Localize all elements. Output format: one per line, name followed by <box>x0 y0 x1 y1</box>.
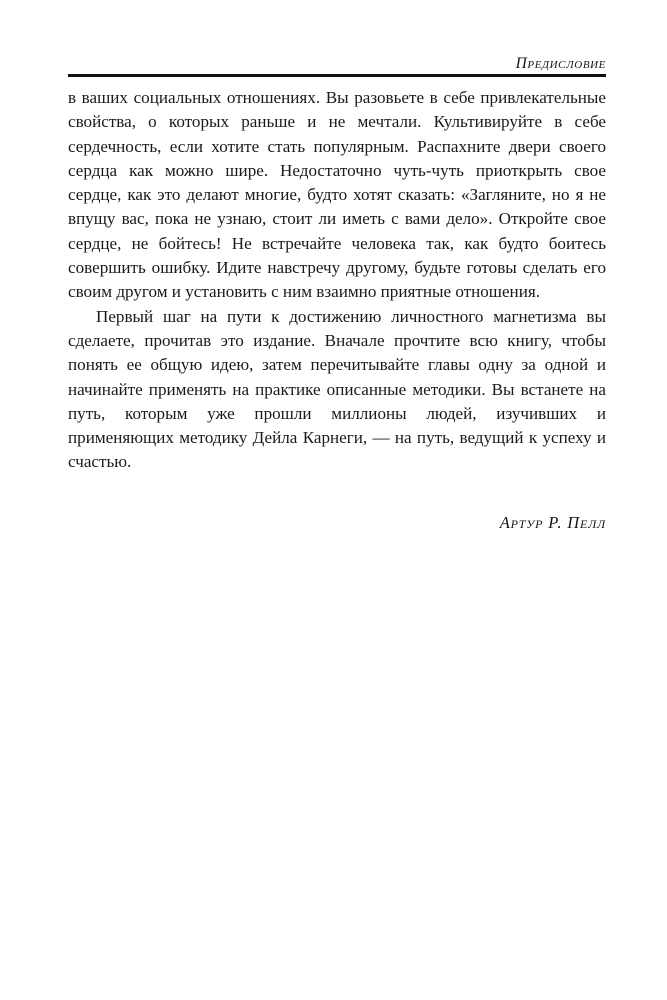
running-head-title: Предисловие <box>515 55 606 72</box>
signature-block <box>68 512 606 534</box>
signature-author-name: Артур Р. Пелл <box>499 513 606 532</box>
running-head <box>68 54 606 73</box>
header-rule <box>68 74 606 77</box>
body-text-block <box>68 86 606 475</box>
paragraph-continuation: в ваших социальных отношениях. Вы разовьете в себе привлекательные свойства, о которых раньше и не мечтали. Культивируйте в себе сердечность, если хотите стать популярным. Распахните двери своего сердца как можно шире. Недостаточно чуть-чуть приоткрыть свое сердце, как это делают многие, будто хотят сказать: «Загляните, но я не впущу вас, пока не узнаю, стоит ли иметь с вами дело». Откройте свое сердце, не бойтесь! Не встречайте человека так, как будто боитесь совершить ошибку. Идите навстречу другому, будьте готовы сделать его своим другом и установить с ним взаимно приятные отношения. <box>68 88 606 302</box>
paragraph-first-step: Первый шаг на пути к достижению личностного магнетизма вы сделаете, прочитав это издание. Вначале прочтите всю книгу, чтобы понять ее общую идею, затем перечитывайте главы одну за одной и начинайте применять на практике описанные методики. Вы встанете на путь, которым уже прошли миллионы людей, изучивших и применяющих методику Дейла Карнеги, — на путь, ведущий к успеху и счастью. <box>68 306 606 472</box>
